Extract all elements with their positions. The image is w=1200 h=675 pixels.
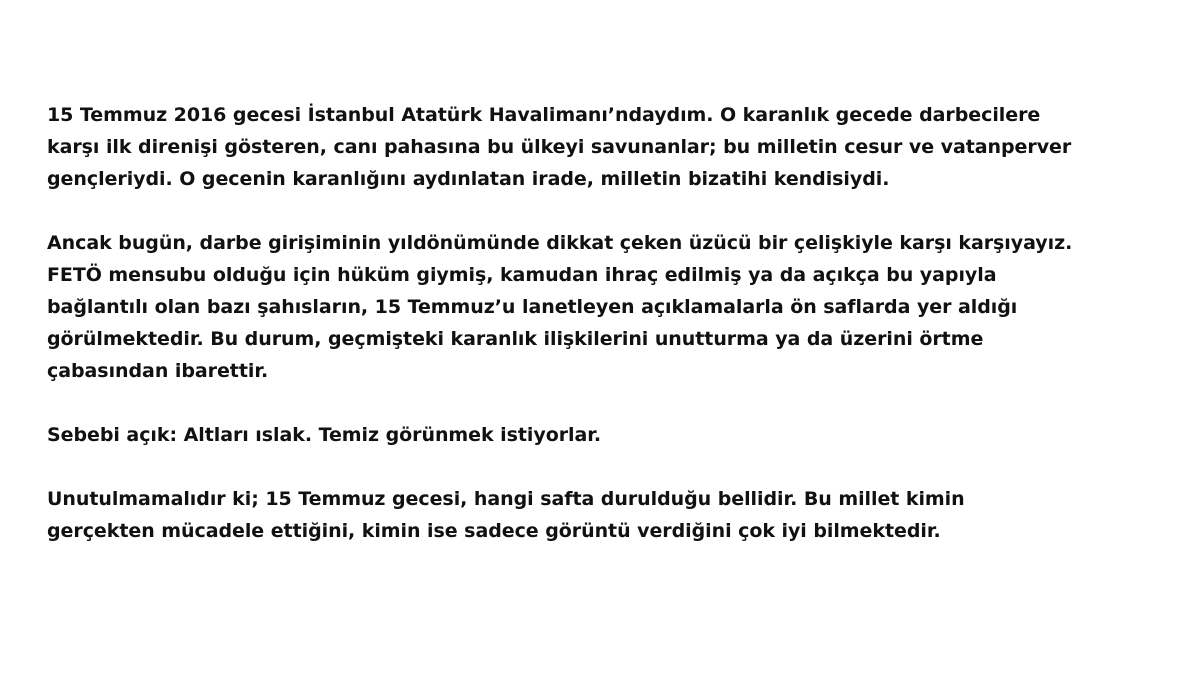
paragraph-1-line-1: 15 Temmuz 2016 gecesi İstanbul Atatürk Havalimanı’ndaydım. O karanlık gecede darbecilere <box>47 104 1041 126</box>
paragraph-1-line-3: gençleriydi. O gecenin karanlığını aydınlatan irade, milletin bizatihi kendisiydi. <box>47 168 890 190</box>
paragraph-4-line-1: Unutulmamalıdır ki; 15 Temmuz gecesi, hangi safta durulduğu bellidir. Bu millet kimin <box>47 488 965 510</box>
paragraph-3 <box>47 419 1167 451</box>
paragraph-2-line-4: görülmektedir. Bu durum, geçmişteki karanlık ilişkilerini unutturma ya da üzerini örtme <box>47 328 984 350</box>
paragraph-2 <box>47 227 1167 387</box>
paragraph-3-line-1: Sebebi açık: Altları ıslak. Temiz görünmek istiyorlar. <box>47 424 602 446</box>
paragraph-2-line-2: FETÖ mensubu olduğu için hüküm giymiş, kamudan ihraç edilmiş ya da açıkça bu yapıyla <box>47 264 997 286</box>
paragraph-1 <box>47 99 1167 195</box>
paragraph-2-line-1: Ancak bugün, darbe girişiminin yıldönümünde dikkat çeken üzücü bir çelişkiyle karşı karşıyayız. <box>47 232 1073 254</box>
paragraph-4-line-2: gerçekten mücadele ettiğini, kimin ise sadece görüntü verdiğini çok iyi bilmektedir. <box>47 520 941 542</box>
paragraph-1-line-2: karşı ilk direnişi gösteren, canı pahasına bu ülkeyi savunanlar; bu milletin cesur ve vatanperver <box>47 136 1072 158</box>
paragraph-2-line-3: bağlantılı olan bazı şahısların, 15 Temmuz’u lanetleyen açıklamalarla ön saflarda yer aldığı <box>47 296 1018 318</box>
paragraph-2-line-5: çabasından ibarettir. <box>47 360 269 382</box>
statement-text <box>47 99 1167 547</box>
paragraph-4 <box>47 483 1167 547</box>
